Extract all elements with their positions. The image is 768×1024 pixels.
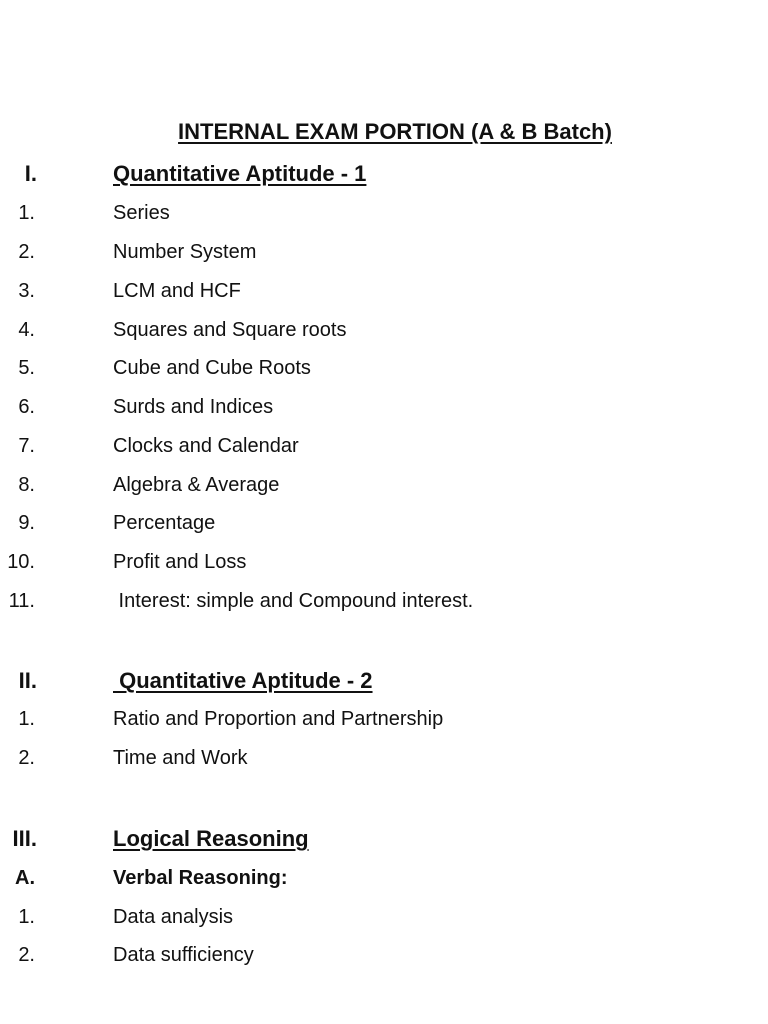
list-item bbox=[0, 319, 700, 345]
item-text: Interest: simple and Compound interest. bbox=[113, 590, 474, 612]
list-item bbox=[0, 551, 700, 577]
section-heading-logical-reasoning bbox=[0, 826, 700, 856]
item-text: Profit and Loss bbox=[113, 551, 247, 573]
item-text: Data sufficiency bbox=[113, 944, 254, 966]
item-text: Time and Work bbox=[113, 747, 248, 769]
section-title: Quantitative Aptitude - 1 bbox=[113, 161, 367, 186]
item-number: 9. bbox=[18, 512, 35, 534]
item-number: 6. bbox=[18, 396, 35, 418]
subsection-number: A. bbox=[15, 867, 35, 889]
item-number: 3. bbox=[18, 280, 35, 302]
list-item bbox=[0, 241, 700, 267]
list-item bbox=[0, 280, 700, 306]
item-number: 1. bbox=[18, 708, 35, 730]
section-number: I. bbox=[24, 161, 37, 186]
section-number: III. bbox=[12, 826, 37, 851]
subsection-heading bbox=[0, 867, 700, 893]
item-number: 7. bbox=[18, 435, 35, 457]
list-item bbox=[0, 590, 700, 616]
list-item bbox=[0, 906, 700, 932]
item-text: Algebra & Average bbox=[113, 474, 280, 496]
item-text: Surds and Indices bbox=[113, 396, 274, 418]
document-title: INTERNAL EXAM PORTION (A & B Batch) bbox=[178, 119, 612, 144]
item-number: 2. bbox=[18, 944, 35, 966]
list-item bbox=[0, 747, 700, 773]
section-number: II. bbox=[18, 668, 37, 693]
item-number: 10. bbox=[7, 551, 35, 573]
list-item bbox=[0, 944, 700, 970]
list-item bbox=[0, 357, 700, 383]
item-number: 1. bbox=[18, 202, 35, 224]
list-item bbox=[0, 396, 700, 422]
item-number: 2. bbox=[18, 747, 35, 769]
item-number: 11. bbox=[8, 590, 35, 612]
section-title: Quantitative Aptitude - 2 bbox=[113, 668, 373, 693]
list-item bbox=[0, 435, 700, 461]
item-number: 8. bbox=[18, 474, 35, 496]
list-item bbox=[0, 512, 700, 538]
item-text: Ratio and Proportion and Partnership bbox=[113, 708, 444, 730]
item-text: Cube and Cube Roots bbox=[113, 357, 311, 379]
item-number: 1. bbox=[18, 906, 35, 928]
item-text: Percentage bbox=[113, 512, 216, 534]
list-item bbox=[0, 202, 700, 228]
item-number: 4. bbox=[18, 319, 35, 341]
item-text: Number System bbox=[113, 241, 257, 263]
list-item bbox=[0, 474, 700, 500]
item-text: Data analysis bbox=[113, 906, 234, 928]
section-title: Logical Reasoning bbox=[113, 826, 309, 851]
item-number: 2. bbox=[18, 241, 35, 263]
item-text: Series bbox=[113, 202, 170, 224]
section-heading-quantitative-aptitude-1 bbox=[0, 161, 700, 191]
list-item bbox=[0, 708, 700, 734]
item-text: Clocks and Calendar bbox=[113, 435, 299, 457]
item-text: Squares and Square roots bbox=[113, 319, 347, 341]
subsection-title: Verbal Reasoning: bbox=[113, 867, 288, 889]
item-text: LCM and HCF bbox=[113, 280, 241, 302]
item-number: 5. bbox=[18, 357, 35, 379]
section-heading-quantitative-aptitude-2 bbox=[0, 668, 700, 698]
